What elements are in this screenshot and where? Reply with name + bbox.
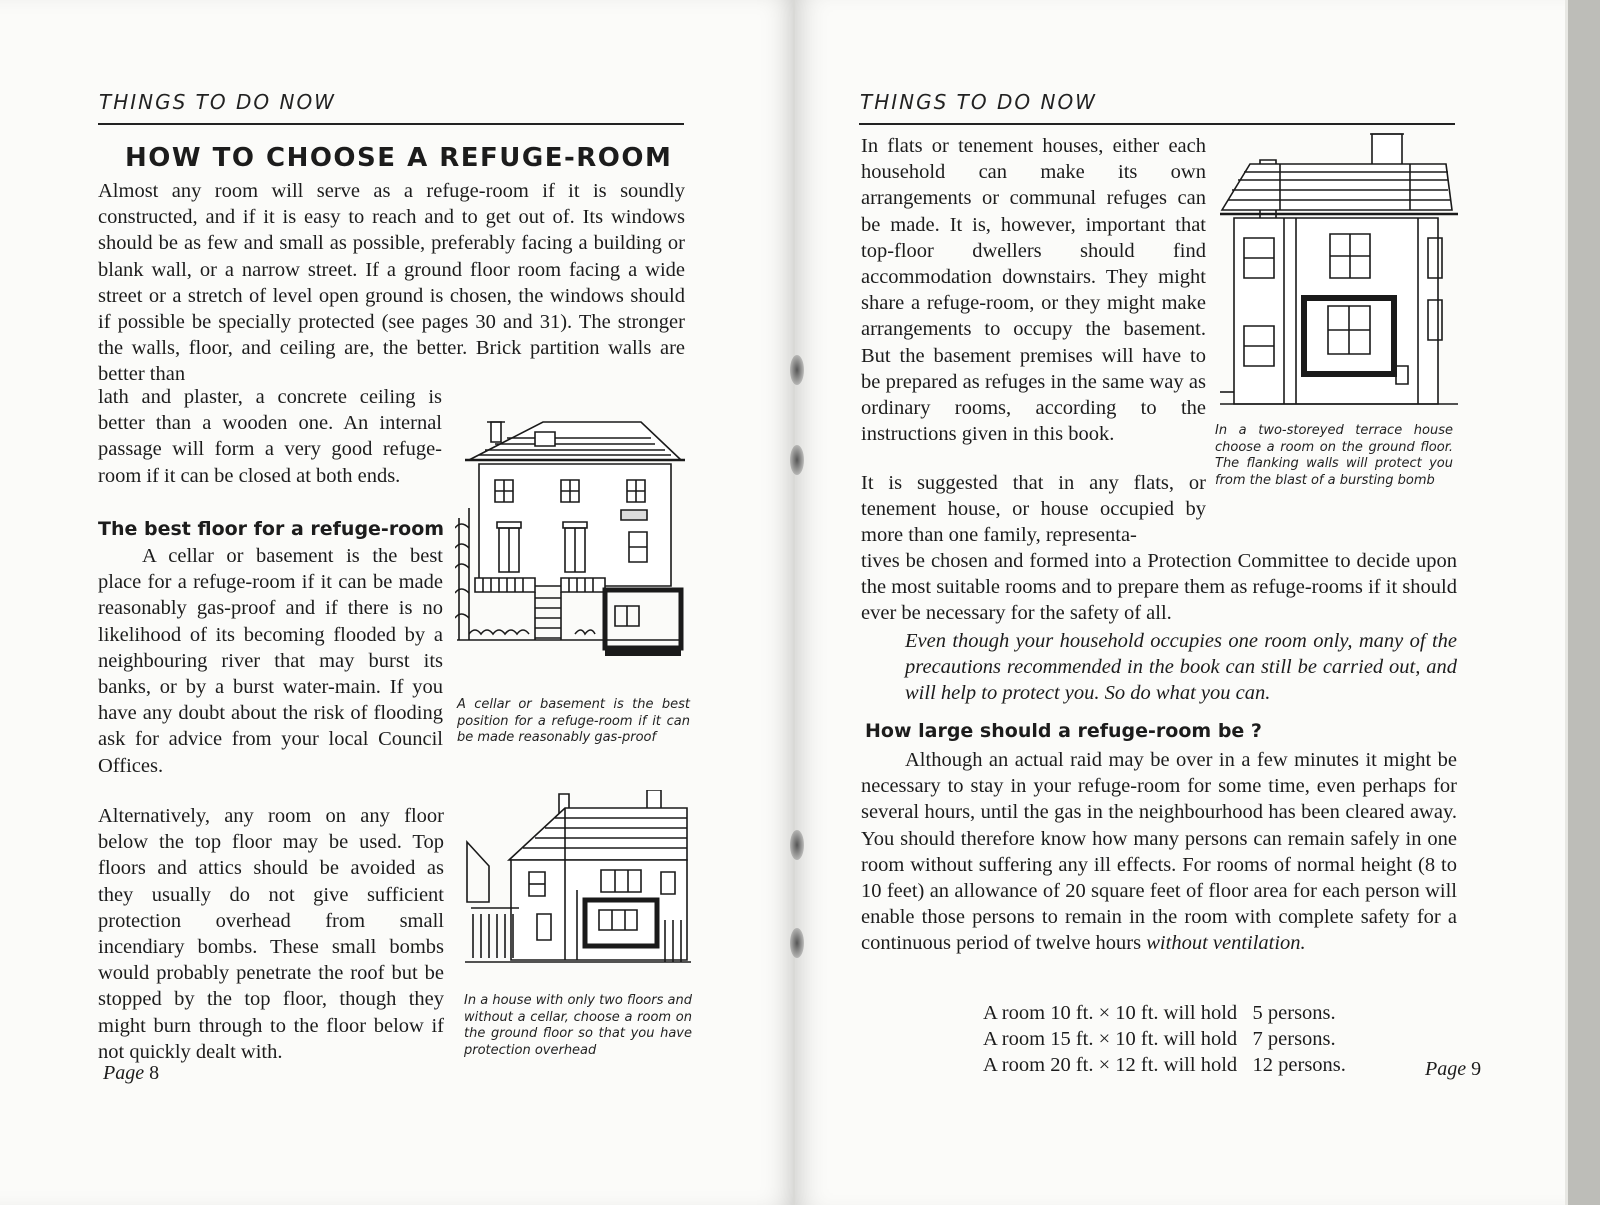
running-head-rule-left xyxy=(98,123,684,125)
room-size-paragraph xyxy=(861,747,1457,957)
alternatively-paragraph: Alternatively, any room on any floor below the top floor may be used. Top floors and attics should be avoided as they usually do not give sufficient protection overhead from small incendiary bombs. These small bombs would probably penetrate the roof but be stopped by the top floor, though they might burn through to the floor below if not quickly dealt with. xyxy=(98,805,444,1063)
capacity-row xyxy=(983,1000,1346,1026)
caption-two-floors: In a house with only two floors and without a cellar, choose a room on the ground floor so that you have protection overhead xyxy=(464,993,692,1058)
suggestion-paragraph-continued: tives be chosen and formed into a Protection Committee to decide upon the most suitable rooms and to prepare them as refuge-rooms if it should ever be necessary for the safety of all. xyxy=(861,550,1457,625)
page-number-value-right: 9 xyxy=(1471,1058,1482,1080)
page-title: HOW TO CHOOSE A REFUGE-ROOM xyxy=(125,143,673,173)
binding-hole xyxy=(790,355,804,385)
illustration-house-with-basement xyxy=(455,398,690,663)
capacity-persons: 7 persons. xyxy=(1252,1028,1336,1051)
running-head-rule-right xyxy=(859,123,1455,125)
running-head-left: THINGS TO DO NOW xyxy=(99,90,336,114)
page-number-left xyxy=(103,1062,159,1085)
capacity-row xyxy=(983,1052,1346,1078)
caption-terrace: In a two-storeyed terrace house choose a room on the ground floor. The flanking walls will protect you from the blast of a bursting bomb xyxy=(1215,423,1453,488)
illustration-terrace-house xyxy=(1220,128,1460,426)
capacity-list xyxy=(983,1000,1346,1079)
intro-paragraph: Almost any room will serve as a refuge-room if it is soundly constructed, and if it is easy to reach and to get out of. Its windows should be as few and small as possible, preferably facing a building or blank wall, or a narrow street. If a ground floor room facing a wide street or a stretch of level open ground is chosen, the windows should if possible be specially protected (see pages 30 and 31). The stronger the walls, floor, and ceiling are, the better. Brick partition walls are better than xyxy=(98,180,685,386)
capacity-persons: 5 persons. xyxy=(1252,1002,1336,1024)
left-page xyxy=(0,0,793,1205)
running-head-right: THINGS TO DO NOW xyxy=(860,90,1097,114)
binding-hole xyxy=(790,928,804,958)
capacity-persons: 12 persons. xyxy=(1252,1054,1346,1077)
intro-paragraph-continued: lath and plaster, a concrete ceiling is better than a wooden one. An internal passage will form a very good refuge-room if it can be closed at both ends. xyxy=(98,386,442,487)
caption-basement: A cellar or basement is the best position for a refuge-room if it can be made reasonably gas-proof xyxy=(457,697,690,745)
suggestion-paragraph: It is suggested that in any flats, or tenement house, or house occupied by more than one family, representa- xyxy=(861,472,1206,547)
room-size-text-italic: without ventilation. xyxy=(1146,932,1306,955)
page-label-left: Page xyxy=(103,1062,145,1084)
binding-hole xyxy=(790,830,804,860)
capacity-row xyxy=(983,1026,1346,1052)
binding-hole xyxy=(790,445,804,475)
flats-paragraph: In flats or tenement houses, either each household can make its own arrangements or communal refuges can be made. It is, however, important that top-floor dwellers should find accommodation downstairs. They might share a refuge-room, or they might make arrangements to occupy the basement. But the basement premises will have to be prepared as refuges in the same way as ordinary rooms, according to the instructions given in this book. xyxy=(861,135,1206,446)
illustration-two-floor-house xyxy=(465,790,691,980)
one-room-note: Even though your household occupies one room only, many of the precautions recommended in the book can still be carried out, and will help to protect you. So do what you can. xyxy=(905,630,1457,705)
capacity-room: A room 10 ft. × 10 ft. will hold xyxy=(983,1002,1238,1024)
capacity-room: A room 20 ft. × 12 ft. will hold xyxy=(983,1054,1238,1077)
subheading-room-size: How large should a refuge-room be ? xyxy=(865,720,1262,742)
best-floor-paragraph: A cellar or basement is the best place for a refuge-room if it can be made reasonably gas-proof and if there is no likelihood of its becoming flooded by a neighbouring river that may burst its banks, or by a burst water-main. If you have any doubt about the risk of flooding ask for advice from your local Council Offices. xyxy=(98,545,443,777)
capacity-room: A room 15 ft. × 10 ft. will hold xyxy=(983,1028,1238,1051)
book-edge xyxy=(1565,0,1600,1205)
room-size-text: Although an actual raid may be over in a few minutes it might be necessary to stay in your refuge-room for some time, even perhaps for several hours, until the gas in the neighbourhood has been cleared away. You should therefore know how many persons can remain safely in one room without suffering any ill effects. For rooms of normal height (8 to 10 feet) an allowance of 20 square feet of floor area for each person will enable those persons to remain in the room with complete safety for a continuous period of twelve hours xyxy=(861,749,1457,955)
page-label-right: Page xyxy=(1425,1058,1467,1080)
subheading-best-floor: The best floor for a refuge-room xyxy=(98,518,445,540)
page-number-right xyxy=(1425,1058,1481,1081)
page-number-value-left: 8 xyxy=(149,1062,160,1084)
